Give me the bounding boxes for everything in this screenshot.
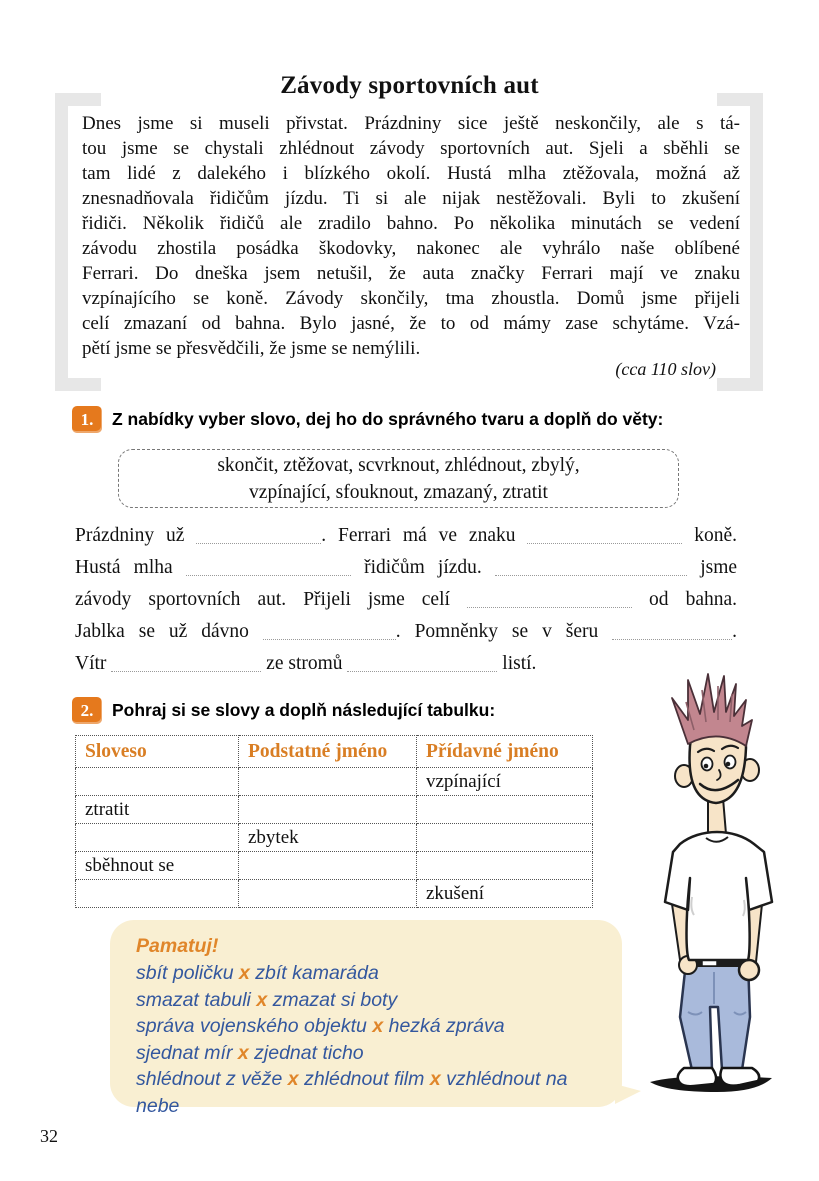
contrast-x-separator: x bbox=[429, 1068, 441, 1090]
sentence-text: od bahna. bbox=[649, 589, 738, 610]
sentence-text: Jablka se už dávno bbox=[75, 621, 249, 642]
answer-blank[interactable] bbox=[196, 540, 321, 544]
sentence-text: listí. bbox=[502, 653, 537, 674]
answer-blank[interactable] bbox=[347, 668, 497, 672]
table-cell[interactable] bbox=[76, 824, 239, 852]
answer-blank[interactable] bbox=[612, 636, 732, 640]
answer-blank[interactable] bbox=[527, 540, 682, 544]
page-title: Závody sportovních aut bbox=[280, 72, 539, 99]
pamatuj-speech-bubble bbox=[110, 920, 622, 1117]
table-cell[interactable] bbox=[76, 768, 239, 796]
contrast-x-separator: x bbox=[287, 1068, 299, 1090]
table-cell[interactable] bbox=[239, 796, 417, 824]
example-text: hezká zpráva bbox=[388, 1015, 505, 1037]
table-cell: ztratit bbox=[76, 796, 239, 824]
sentence-text: Prázdniny už bbox=[75, 525, 185, 546]
sentence-text: závody sportovních aut. Přijeli jsme celí bbox=[75, 589, 450, 610]
table-cell[interactable] bbox=[417, 824, 593, 852]
sentence-text: Vítr bbox=[75, 653, 107, 674]
passage-line: řidiči. Několik řidičů ale zradilo bahno. Po několika minutách se vedení bbox=[82, 213, 740, 234]
passage-line: závodu zhostila posádka škodovky, nakonec ale vyhrálo naše oblíbené bbox=[82, 238, 740, 259]
boy-illustration bbox=[622, 672, 807, 1102]
example-text: správa vojenského objektu bbox=[136, 1015, 367, 1037]
example-text: smazat tabuli bbox=[136, 988, 251, 1011]
table-cell[interactable] bbox=[76, 880, 239, 908]
pamatuj-line bbox=[136, 960, 604, 987]
table-cell[interactable] bbox=[417, 852, 593, 880]
passage-line: tou jsme se chystali zhlédnout závody sportovních aut. Sjeli a sběhli se bbox=[82, 138, 740, 159]
exercise-1-prompt: Z nabídky vyber slovo, dej ho do správného tvaru a doplň do věty: bbox=[112, 409, 664, 429]
word-count-note: (cca 110 slov) bbox=[615, 359, 716, 379]
table-cell: zkušení bbox=[417, 880, 593, 908]
pamatuj-line bbox=[136, 987, 604, 1014]
sentence-text: jsme bbox=[700, 557, 738, 578]
fill-in-sentences bbox=[75, 520, 737, 680]
contrast-x-separator: x bbox=[256, 988, 268, 1011]
example-text: shlédnout z věže bbox=[136, 1068, 283, 1090]
word-forms-table bbox=[75, 735, 593, 908]
contrast-x-separator: x bbox=[237, 1041, 249, 1064]
table-cell[interactable] bbox=[417, 796, 593, 824]
sentence-text: . Ferrari má ve znaku bbox=[321, 525, 516, 546]
reading-passage bbox=[82, 111, 740, 361]
contrast-x-separator: x bbox=[238, 962, 250, 984]
table-row bbox=[76, 768, 593, 796]
pamatuj-line bbox=[136, 1066, 604, 1119]
word-bank-box bbox=[118, 449, 679, 508]
example-text: zhlédnout film bbox=[304, 1068, 425, 1090]
word-bank-line: vzpínající, sfouknout, zmazaný, ztratit bbox=[249, 481, 548, 503]
table-row bbox=[76, 880, 593, 908]
table-header-podstatne-jmeno: Podstatné jméno bbox=[239, 736, 417, 768]
exercise-2-number-badge: 2. bbox=[72, 697, 102, 724]
table-row bbox=[76, 824, 593, 852]
passage-line: Dnes jsme si museli přivstat. Prázdniny sice ještě neskončily, ale s tá- bbox=[82, 113, 740, 134]
fill-sentence bbox=[75, 584, 737, 616]
sentence-text: Hustá mlha bbox=[75, 557, 173, 578]
exercise-1-number-badge: 1. bbox=[72, 406, 102, 433]
example-text: zbít kamaráda bbox=[255, 962, 379, 984]
example-text: zmazat si boty bbox=[272, 988, 398, 1011]
answer-blank[interactable] bbox=[467, 604, 632, 608]
sentence-text: ze stromů bbox=[266, 653, 343, 674]
exercise-2-prompt: Pohraj si se slovy a doplň následující tabulku: bbox=[112, 700, 496, 720]
example-text: sbít poličku bbox=[136, 962, 234, 984]
table-header-pridavne-jmeno: Přídavné jméno bbox=[417, 736, 593, 768]
pamatuj-line bbox=[136, 1040, 604, 1067]
answer-blank[interactable] bbox=[186, 572, 351, 576]
passage-line: celí zmazaní od bahna. Bylo jasné, že to od mámy zase schytáme. Vzá- bbox=[82, 313, 740, 334]
sentence-text: . bbox=[732, 621, 738, 642]
pamatuj-line bbox=[136, 1013, 604, 1040]
pamatuj-title: Pamatuj! bbox=[136, 935, 219, 957]
example-text: sjednat mír bbox=[136, 1041, 233, 1064]
table-row bbox=[76, 852, 593, 880]
sentence-text: . Pomněnky se v šeru bbox=[395, 621, 599, 642]
example-text: zjednat ticho bbox=[254, 1041, 364, 1064]
boy-illustration-svg bbox=[622, 672, 807, 1102]
example-text: vzhlédnout na nebe bbox=[136, 1068, 568, 1117]
passage-line: tam lidé z dalekého i blízkého okolí. Hustá mlha ztěžovala, možná až bbox=[82, 163, 740, 184]
answer-blank[interactable] bbox=[495, 572, 687, 576]
table-cell[interactable] bbox=[239, 880, 417, 908]
sentence-text: řidičům jízdu. bbox=[364, 557, 482, 578]
table-cell: zbytek bbox=[239, 824, 417, 852]
word-bank-line: skončit, ztěžovat, scvrknout, zhlédnout, zbylý, bbox=[217, 454, 580, 476]
answer-blank[interactable] bbox=[111, 668, 261, 672]
sentence-text: koně. bbox=[694, 525, 738, 546]
fill-sentence bbox=[75, 616, 737, 648]
table-header-row bbox=[76, 736, 593, 768]
answer-blank[interactable] bbox=[263, 636, 396, 640]
table-cell: sběhnout se bbox=[76, 852, 239, 880]
passage-line: vzpínajícího se koně. Závody skončily, tma zhoustla. Domů jsme přijeli bbox=[82, 288, 740, 309]
table-cell: vzpínající bbox=[417, 768, 593, 796]
passage-line: Ferrari. Do dneška jsem netušil, že auta značky Ferrari mají ve znaku bbox=[82, 263, 740, 284]
table-header-sloveso: Sloveso bbox=[76, 736, 239, 768]
passage-line: znesnadňovala řidičům jízdu. Ti si ale nijak nestěžovali. Byli to zkušení bbox=[82, 188, 740, 209]
fill-sentence bbox=[75, 520, 737, 552]
table-row bbox=[76, 796, 593, 824]
passage-line: pětí jsme se přesvědčili, že jsme se nemýlili. bbox=[82, 338, 421, 359]
page-number: 32 bbox=[40, 1126, 58, 1146]
fill-sentence bbox=[75, 552, 737, 584]
table-cell[interactable] bbox=[239, 852, 417, 880]
table-cell[interactable] bbox=[239, 768, 417, 796]
contrast-x-separator: x bbox=[372, 1015, 384, 1037]
